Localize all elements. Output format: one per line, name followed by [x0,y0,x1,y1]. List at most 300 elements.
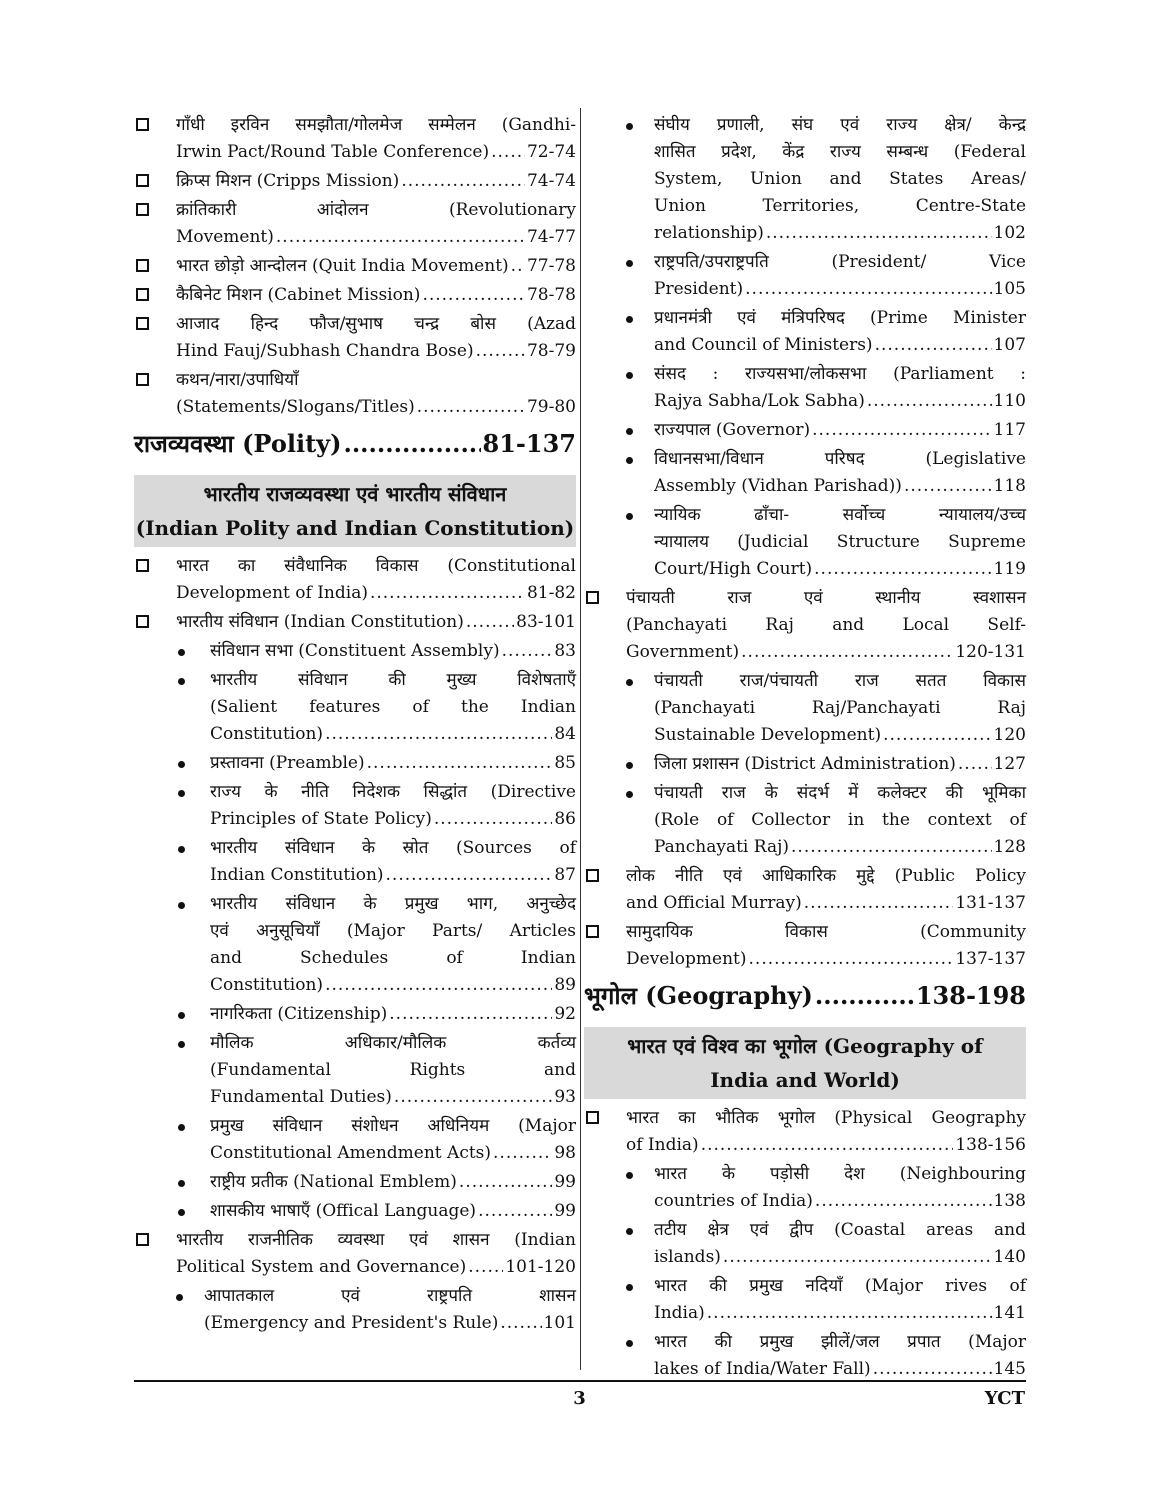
entry-last-line [654,276,1026,303]
toc-entry [134,197,576,251]
entry-title: relationship) [654,223,764,243]
entry-last-line [654,473,1026,500]
brand-label: YCT [984,1388,1025,1409]
entry-last-line [176,580,576,607]
entry-page: 85 [554,753,576,773]
entry-line: सामुदायिक विकास (Community [626,922,1026,942]
bullet-dot-icon [626,316,633,323]
entry-page: 87 [554,865,576,885]
entry-title: India) [654,1303,705,1323]
toc-entry [584,585,1026,666]
entry-title: शासकीय भाषाएँ (Offical Language) [210,1201,477,1221]
entry-title: Constitution) [210,724,324,744]
toc-entry [584,863,1026,917]
entry-title: Rajya Sabha/Lok Sabha) [654,391,865,411]
entry-line: प्रधानमंत्री एवं मंत्रिपरिषद (Prime Minister [654,308,1026,328]
entry-line: पंचायती राज के संदर्भ में कलेक्टर की भूमिका [654,783,1026,803]
left-entries-c [134,1227,576,1281]
entry-last-line [176,394,576,421]
toc-subentry [584,502,1026,583]
entry-line: गाँधी इरविन समझौता/गोलमेज सम्मेलन (Gandhi- [176,115,576,135]
leader-dots [370,580,525,607]
entry-title: राज्यपाल (Governor) [654,420,811,440]
leader-dots [875,332,992,359]
entry-page: 99 [554,1172,576,1192]
section-page-range: 81-137 [482,429,576,458]
entry-title: Court/High Court) [654,559,813,579]
leader-dots [491,139,525,166]
entry-line: आजाद हिन्द फौज/सुभाष चन्द्र बोस (Azad [176,314,576,334]
leader-dots [325,972,552,999]
toc-subentry [584,668,1026,749]
entry-title: भारत छोड़ो आन्दोलन (Quit India Movement) [176,256,509,276]
toc-entry [134,367,576,421]
entry-last-line [654,1244,1026,1271]
bullet-dot-icon [178,1012,185,1019]
toc-entry [134,168,576,195]
entry-line: भारतीय राजनीतिक व्यवस्था एवं शासन (Indian [176,1230,576,1250]
toc-entry [134,282,576,309]
entry-line: संसद : राज्यसभा/लोकसभा (Parliament : [654,364,1026,384]
entry-page: 99 [554,1201,576,1221]
entry-last-line [210,1084,576,1111]
entry-page: 117 [993,420,1026,440]
leader-dots [904,473,992,500]
entry-last-line [210,1169,576,1196]
entry-last-line [654,417,1026,444]
leader-dots [815,979,914,1013]
entry-page: 83-101 [516,612,576,632]
toc-subentry [584,1217,1026,1271]
entry-title: Fundamental Duties) [210,1087,392,1107]
bullet-dot-icon [626,513,633,520]
polity-section-title [134,427,576,461]
leader-dots [701,1132,954,1159]
leader-dots [478,1198,552,1225]
banner-line-2: (Indian Polity and Indian Constitution) [135,516,575,540]
leader-dots [723,1244,992,1271]
entry-page: 138-156 [955,1135,1026,1155]
checkbox-square-icon [136,317,149,330]
checkbox-square-icon [136,1233,149,1246]
banner-line-1: भारतीय राजव्यवस्था एवं भारतीय संविधान [203,482,507,506]
toc-subentry [584,1329,1026,1383]
section-title-text: भूगोल (Geography) [584,981,813,1010]
leader-dots [766,220,992,247]
leader-dots [343,427,480,461]
checkbox-square-icon [586,925,599,938]
entry-line: क्रांतिकारी आंदोलन (Revolutionary [176,200,576,220]
entry-line: (Panchayati Raj and Local Self- [626,615,1026,635]
entry-line: कथन/नारा/उपाधियाँ [176,370,299,390]
entry-last-line [176,253,576,280]
bullet-dot-icon [178,649,185,656]
entry-page: 86 [554,809,576,829]
entry-page: 92 [554,1004,576,1024]
checkbox-square-icon [136,559,149,572]
entry-page: 74-77 [526,227,576,247]
entry-last-line [654,388,1026,415]
bullet-dot-icon [626,791,633,798]
toc-subentry [584,751,1026,778]
entry-title: Principles of State Policy) [210,809,432,829]
entry-line: (Fundamental Rights and [210,1060,576,1080]
toc-subentry [584,1161,1026,1215]
entry-title: President) [654,279,744,299]
bullet-dot-icon [626,457,633,464]
entry-line: and Schedules of Indian [210,948,576,968]
entry-line: भारत के पड़ोसी देश (Neighbouring [654,1164,1026,1184]
leader-dots [867,388,992,415]
toc-subentry [134,1001,576,1028]
entry-last-line [654,556,1026,583]
leader-dots [883,722,991,749]
leader-dots [511,253,525,280]
bullet-dot-icon [176,1294,183,1301]
leader-dots [707,1300,992,1327]
entry-page: 102 [993,223,1026,243]
entry-line: राष्ट्रपति/उपराष्ट्रपति (President/ Vice [654,252,1026,272]
geography-section-title [584,979,1026,1013]
entry-last-line [176,609,576,636]
footer-rule [134,1380,1026,1382]
entry-line: पंचायती राज/पंचायती राज सतत विकास [654,671,1026,691]
entry-line: लोक नीति एवं आधिकारिक मुद्दे (Public Policy [626,866,1026,886]
leader-dots [493,1140,552,1167]
leader-dots [958,751,992,778]
leader-dots [873,1356,992,1383]
entry-page: 141 [993,1303,1026,1323]
banner-line-2: India and World) [710,1068,900,1092]
entry-last-line [626,890,1026,917]
entry-line: भारतीय संविधान के स्रोत (Sources of [210,838,576,858]
entry-title: क्रिप्स मिशन (Cripps Mission) [176,171,400,191]
right-entries-c [584,863,1026,973]
entry-line: न्यायिक ढाँचा- सर्वोच्च न्यायालय/उच्च [654,505,1026,525]
entry-line: तटीय क्षेत्र एवं द्वीप (Coastal areas and [654,1220,1026,1240]
leader-dots [741,639,953,666]
entry-title: Government) [626,642,740,662]
entry-line: शासित प्रदेश, केंद्र राज्य सम्बन्ध (Federal [654,142,1026,162]
toc-subentry [134,779,576,833]
entry-last-line [204,1310,576,1337]
toc-subentry [134,1198,576,1225]
entry-last-line [176,1254,576,1281]
toc-subentry [134,1283,576,1337]
leader-dots [434,806,552,833]
toc-subentry [584,249,1026,303]
entry-last-line [654,332,1026,359]
checkbox-square-icon [586,591,599,604]
bullet-dot-icon [178,790,185,797]
entry-title: प्रस्तावना (Preamble) [210,753,365,773]
bullet-dot-icon [178,1180,185,1187]
entry-page: 81-82 [526,583,576,603]
toc-subentry [584,780,1026,861]
toc-subentry [134,667,576,748]
toc-subentry [584,417,1026,444]
leader-dots [276,224,525,251]
entry-title: Indian Constitution) [210,865,384,885]
leader-dots [500,1310,541,1337]
entry-page: 101 [543,1313,576,1333]
entry-line: मौलिक अधिकार/मौलिक कर्तव्य [210,1033,576,1053]
entry-last-line [176,338,576,365]
entry-title: राष्ट्रीय प्रतीक (National Emblem) [210,1172,457,1192]
entry-page: 93 [554,1087,576,1107]
entry-title: नागरिकता (Citizenship) [210,1004,388,1024]
entry-title: Movement) [176,227,274,247]
entry-line: (Role of Collector in the context of [654,810,1026,830]
toc-entry [134,553,576,607]
entry-page: 98 [554,1143,576,1163]
entry-page: 140 [993,1247,1026,1267]
bullet-dot-icon [626,762,633,769]
entry-last-line [210,721,576,748]
entry-line: भारत का भौतिक भूगोल (Physical Geography [626,1108,1026,1128]
right-bullets-a [584,112,1026,583]
entry-page: 137-137 [955,949,1026,969]
entry-title: and Official Murray) [626,893,802,913]
leader-dots [502,638,553,665]
entry-title: lakes of India/Water Fall) [654,1359,871,1379]
entry-line: Union Territories, Centre-State [654,196,1026,216]
bullet-dot-icon [178,678,185,685]
toc-subentry [134,1113,576,1167]
entry-page: 128 [993,837,1026,857]
entry-line: राज्य के नीति निदेशक सिद्धांत (Directive [210,782,576,802]
entry-line: विधानसभा/विधान परिषद (Legislative [654,449,1026,469]
toc-subentry [134,638,576,665]
entry-last-line [626,639,1026,666]
leader-dots [815,1188,992,1215]
entry-line: प्रमुख संविधान संशोधन अधिनियम (Major [210,1116,576,1136]
column-divider [580,108,581,1370]
toc-subentry [134,1030,576,1111]
entry-last-line [176,139,576,166]
entry-page: 83 [554,641,576,661]
polity-banner [134,475,576,547]
entry-page: 138 [993,1191,1026,1211]
toc-subentry [584,1273,1026,1327]
entry-title: Development of India) [176,583,368,603]
leader-dots [367,750,553,777]
bullet-dot-icon [626,123,633,130]
entry-last-line [210,750,576,777]
entry-last-line [210,1198,576,1225]
toc-entry [134,1227,576,1281]
entry-page: 84 [554,724,576,744]
left-entries-a [134,112,576,421]
entry-page: 79-80 [526,397,576,417]
entry-line: भारत की प्रमुख झीलें/जल प्रपात (Major [654,1332,1026,1352]
entry-title: जिला प्रशासन (District Administration) [654,754,956,774]
entry-last-line [654,751,1026,778]
entry-page: 107 [993,335,1026,355]
right-entries-b [584,585,1026,666]
toc-subentry [134,750,576,777]
leader-dots [417,394,525,421]
entry-page: 131-137 [955,893,1026,913]
entry-last-line [176,282,576,309]
toc-subentry [584,112,1026,247]
entry-last-line [654,722,1026,749]
entry-line: एवं अनुसूचियाँ (Major Parts/ Articles [210,921,576,941]
bullet-dot-icon [626,1284,633,1291]
toc-subentry [134,835,576,889]
toc-entry [584,1105,1026,1159]
entry-title: (Statements/Slogans/Titles) [176,397,415,417]
bullet-dot-icon [626,372,633,379]
entry-last-line [210,806,576,833]
entry-line: (Panchayati Raj/Panchayati Raj [654,698,1026,718]
entry-line: (Salient features of the Indian [210,697,576,717]
checkbox-square-icon [136,203,149,216]
entry-line: संघीय प्रणाली, संघ एवं राज्य क्षेत्र/ केन्द्र [654,115,1026,135]
toc-entry [134,311,576,365]
checkbox-square-icon [136,373,149,386]
entry-page: 145 [993,1359,1026,1379]
bullet-dot-icon [626,1340,633,1347]
checkbox-square-icon [586,869,599,882]
leader-dots [459,1169,552,1196]
entry-last-line [654,220,1026,247]
entry-last-line [654,1356,1026,1383]
entry-page: 119 [993,559,1026,579]
entry-title: (Emergency and President's Rule) [204,1313,499,1333]
bullet-dot-icon [626,1228,633,1235]
section-page-range: 138-198 [915,981,1026,1010]
entry-line: System, Union and States Areas/ [654,169,1026,189]
toc-subentry [584,361,1026,415]
checkbox-square-icon [586,1111,599,1124]
entry-page: 110 [993,391,1026,411]
leader-dots [468,1254,503,1281]
leader-dots [389,1001,552,1028]
leader-dots [745,276,991,303]
leader-dots [466,609,514,636]
bullet-dot-icon [626,260,633,267]
entry-last-line [654,1300,1026,1327]
entry-title: Development) [626,949,747,969]
entry-title: Hind Fauj/Subhash Chandra Bose) [176,341,474,361]
page-number: 3 [573,1388,586,1409]
entry-last-line [210,972,576,999]
entry-page: 118 [993,476,1026,496]
entry-line: आपातकाल एवं राष्ट्रपति शासन [204,1286,576,1306]
bullet-dot-icon [626,679,633,686]
entry-page: 127 [993,754,1026,774]
entry-last-line [210,638,576,665]
toc-subentry [134,1169,576,1196]
entry-page: 120-131 [955,642,1026,662]
entry-title: संविधान सभा (Constituent Assembly) [210,641,500,661]
right-entries-d [584,1105,1026,1159]
bullet-dot-icon [178,902,185,909]
leader-dots [749,946,954,973]
entry-title: countries of India) [654,1191,813,1211]
checkbox-square-icon [136,259,149,272]
entry-line: भारतीय संविधान के प्रमुख भाग, अनुच्छेद [210,894,576,914]
toc-entry [584,919,1026,973]
entry-title: Political System and Governance) [176,1257,467,1277]
toc-subentry [584,305,1026,359]
entry-page: 89 [554,975,576,995]
entry-title: कैबिनेट मिशन (Cabinet Mission) [176,285,421,305]
entry-last-line [176,168,576,195]
leader-dots [401,168,525,195]
entry-page: 77-78 [526,256,576,276]
bullet-dot-icon [178,1209,185,1216]
entry-page: 120 [993,725,1026,745]
entry-title: भारतीय संविधान (Indian Constitution) [176,612,464,632]
leader-dots [422,282,525,309]
bullet-dot-icon [626,1172,633,1179]
left-bullets-b [134,638,576,1225]
entry-title: Sustainable Development) [654,725,882,745]
bullet-dot-icon [626,428,633,435]
checkbox-square-icon [136,118,149,131]
entry-title: Constitution) [210,975,324,995]
checkbox-square-icon [136,174,149,187]
leader-dots [325,721,552,748]
bullet-dot-icon [178,761,185,768]
entry-line: भारत का संवैधानिक विकास (Constitutional [176,556,576,576]
entry-last-line [654,1188,1026,1215]
entry-page: 105 [993,279,1026,299]
left-bullets-c [134,1283,576,1337]
entry-title: Assembly (Vidhan Parishad)) [654,476,902,496]
checkbox-square-icon [136,288,149,301]
entry-last-line [626,946,1026,973]
entry-line: भारत की प्रमुख नदियाँ (Major rives of [654,1276,1026,1296]
right-column [584,112,1026,1385]
entry-title: islands) [654,1247,721,1267]
leader-dots [814,556,991,583]
left-entries-b [134,553,576,636]
leader-dots [476,338,525,365]
leader-dots [394,1084,552,1111]
entry-last-line [210,1140,576,1167]
toc-subentry [584,446,1026,500]
entry-last-line [626,1132,1026,1159]
section-title-text: राजव्यवस्था (Polity) [134,429,342,458]
entry-title: Irwin Pact/Round Table Conference) [176,142,490,162]
entry-last-line [210,862,576,889]
entry-page: 78-79 [526,341,576,361]
checkbox-square-icon [136,615,149,628]
entry-line: न्यायालय (Judicial Structure Supreme [654,532,1026,552]
toc-entry [134,112,576,166]
right-bullets-b [584,668,1026,861]
leader-dots [804,890,954,917]
toc-subentry [134,891,576,999]
geography-banner [584,1027,1026,1099]
bullet-dot-icon [178,846,185,853]
bullet-dot-icon [178,1041,185,1048]
entry-last-line [210,1001,576,1028]
entry-title: and Council of Ministers) [654,335,873,355]
entry-page: 74-74 [526,171,576,191]
entry-line: भारतीय संविधान की मुख्य विशेषताएँ [210,670,576,690]
bullet-dot-icon [178,1124,185,1131]
entry-last-line [176,224,576,251]
left-column [134,112,576,1339]
entry-page: 78-78 [526,285,576,305]
leader-dots [791,834,992,861]
toc-entry [134,609,576,636]
banner-line-1: भारत एवं विश्व का भूगोल (Geography of [627,1034,983,1058]
